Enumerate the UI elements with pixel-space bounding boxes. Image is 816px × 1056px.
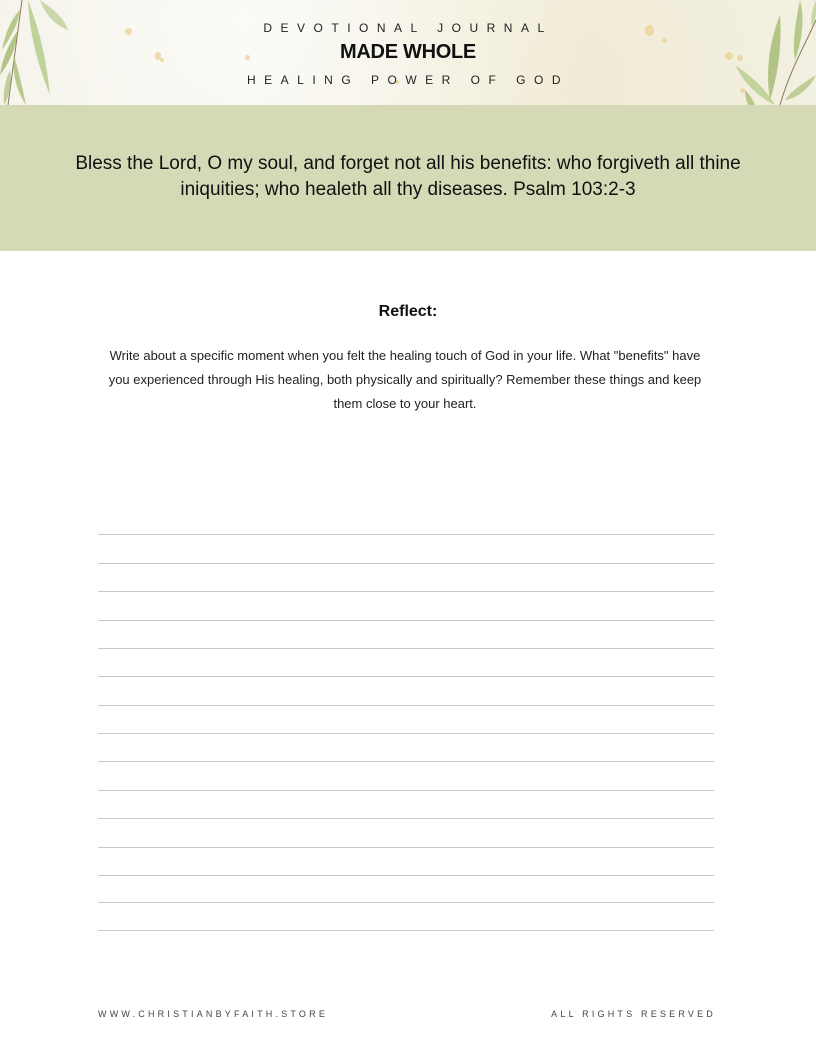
reflect-prompt: Write about a specific moment when you felt the healing touch of God in your life. What "benefits" have you experienced through His healing, both physically and spiritually? Remember these things and keep them close to your heart. xyxy=(108,348,702,411)
footer-website: WWW.CHRISTIANBYFAITH.STORE xyxy=(98,1009,329,1019)
writing-line xyxy=(98,591,714,592)
page-title: MADE WHOLE xyxy=(340,41,476,63)
writing-line xyxy=(98,761,714,762)
writing-line xyxy=(98,847,714,848)
writing-line xyxy=(98,563,714,564)
journal-kicker: DEVOTIONAL JOURNAL xyxy=(263,21,553,35)
header-banner xyxy=(0,0,816,105)
writing-line xyxy=(98,818,714,819)
footer-rights: ALL RIGHTS RESERVED xyxy=(551,1009,716,1019)
reflect-heading: Reflect: xyxy=(378,303,438,320)
writing-line xyxy=(98,648,714,649)
writing-line xyxy=(98,534,714,535)
writing-line xyxy=(98,620,714,621)
writing-line xyxy=(98,902,714,903)
writing-line xyxy=(98,676,714,677)
page-subtitle: HEALING POWER OF GOD xyxy=(246,73,569,87)
writing-line xyxy=(98,930,714,931)
writing-line xyxy=(98,733,714,734)
writing-line xyxy=(98,875,714,876)
scripture-verse: Bless the Lord, O my soul, and forget not all his benefits: who forgiveth all thine iniquities; who healeth all thy diseases. Psalm 103:2-3 xyxy=(75,153,741,200)
writing-line xyxy=(98,790,714,791)
writing-line xyxy=(98,705,714,706)
